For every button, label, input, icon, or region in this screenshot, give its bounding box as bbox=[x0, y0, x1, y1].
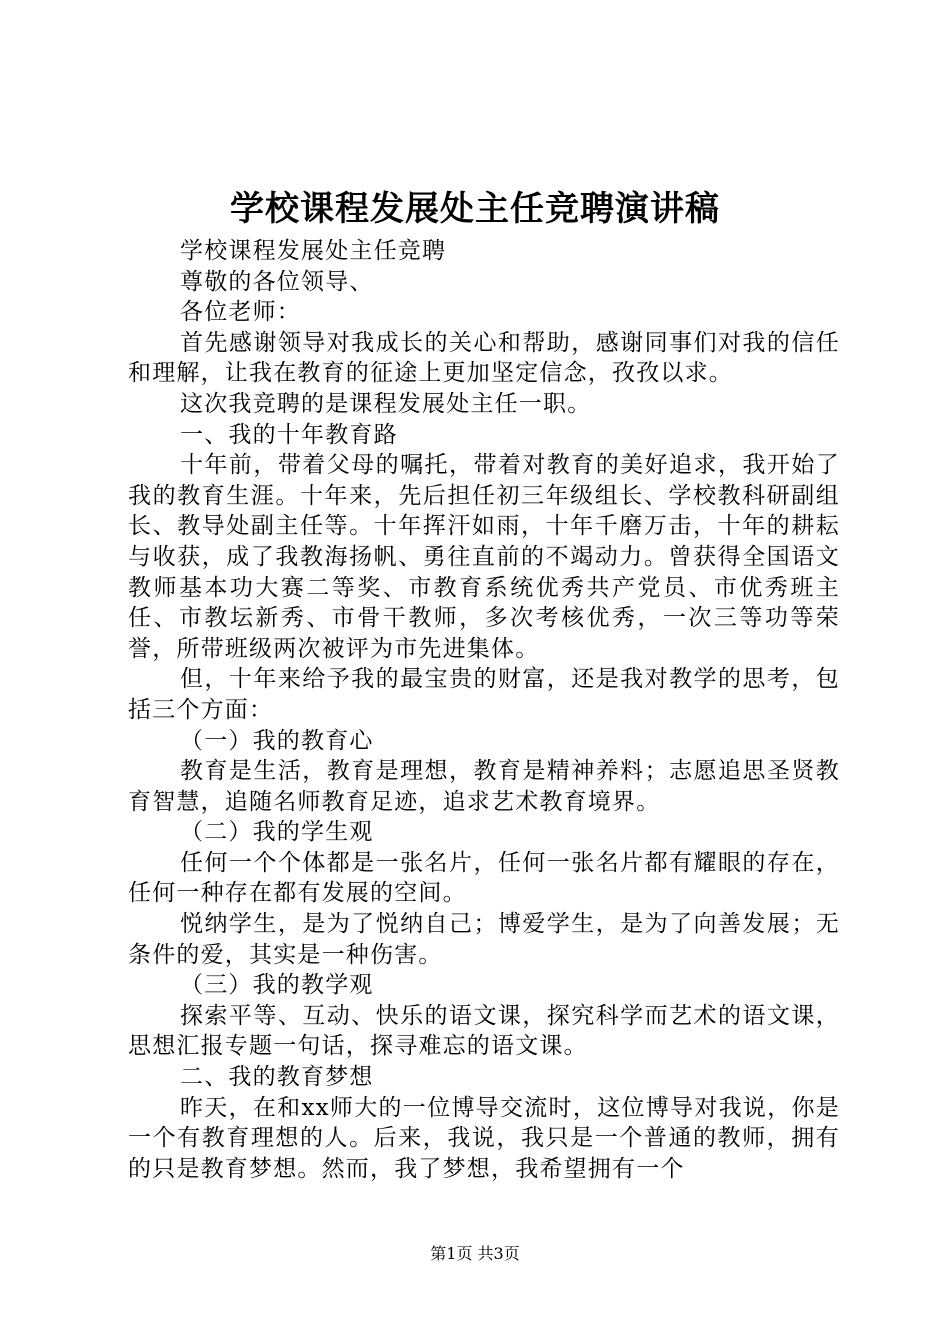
paragraph: 但，十年来给予我的最宝贵的财富，还是我对教学的思考，包括三个方面： bbox=[128, 666, 840, 723]
paragraph: 各位老师： bbox=[180, 299, 301, 326]
paragraph: 探索平等、互动、快乐的语文课，探究科学而艺术的语文课，思想汇报专题一句话，探寻难忘的语文课。 bbox=[128, 1002, 840, 1060]
subsection-heading: （三）我的教学观 bbox=[180, 972, 374, 999]
paragraph: 任何一个个体都是一张名片，任何一张名片都有耀眼的存在，任何一种存在都有发展的空间。 bbox=[128, 849, 840, 907]
section-heading: 二、我的教育梦想 bbox=[180, 1064, 374, 1091]
page-footer: 第1页 共3页 bbox=[430, 1244, 520, 1263]
paragraph: 这次我竞聘的是课程发展处主任一职。 bbox=[180, 390, 592, 417]
document-title: 学校课程发展处主任竞聘演讲稿 bbox=[230, 189, 720, 229]
paragraph: 学校课程发展处主任竞聘 bbox=[180, 238, 447, 264]
paragraph: 教育是生活，教育是理想，教育是精神养料；志愿追思圣贤教育智慧，追随名师教育足迹，追求艺术教育境界。 bbox=[128, 758, 840, 815]
section-heading: 一、我的十年教育路 bbox=[180, 421, 398, 448]
document-body bbox=[128, 236, 840, 1184]
subsection-heading: （一）我的教育心 bbox=[180, 727, 374, 754]
paragraph: 昨天，在和xx师大的一位博导交流时，这位博导对我说，你是一个有教育理想的人。后来，我说，我只是一个普通的教师，拥有的只是教育梦想。然而，我了梦想，我希望拥有一个 bbox=[128, 1094, 840, 1182]
paragraph: 首先感谢领导对我成长的关心和帮助，感谢同事们对我的信任和理解，让我在教育的征途上更加坚定信念，孜孜以求。 bbox=[128, 329, 840, 387]
paragraph: 十年前，带着父母的嘱托，带着对教育的美好追求，我开始了我的教育生涯。十年来，先后担任初三年级组长、学校教科研副组长、教导处副主任等。十年挥汗如雨，十年千磨万击，十年的耕耘与收获，成了我教海扬帆、勇往直前的不竭动力。曾获得全国语文教师基本功大赛二等奖、市教育系统优秀共产党员、市优秀班主任、市教坛新秀、市骨干教师，多次考核优秀，一次三等功等荣誉，所带班级两次被评为市先进集体。 bbox=[128, 452, 840, 662]
subsection-heading: （二）我的学生观 bbox=[180, 819, 374, 846]
paragraph: 尊敬的各位领导、 bbox=[180, 268, 374, 295]
paragraph: 悦纳学生，是为了悦纳自己；博爱学生，是为了向善发展；无条件的爱，其实是一种伤害。 bbox=[128, 911, 840, 968]
